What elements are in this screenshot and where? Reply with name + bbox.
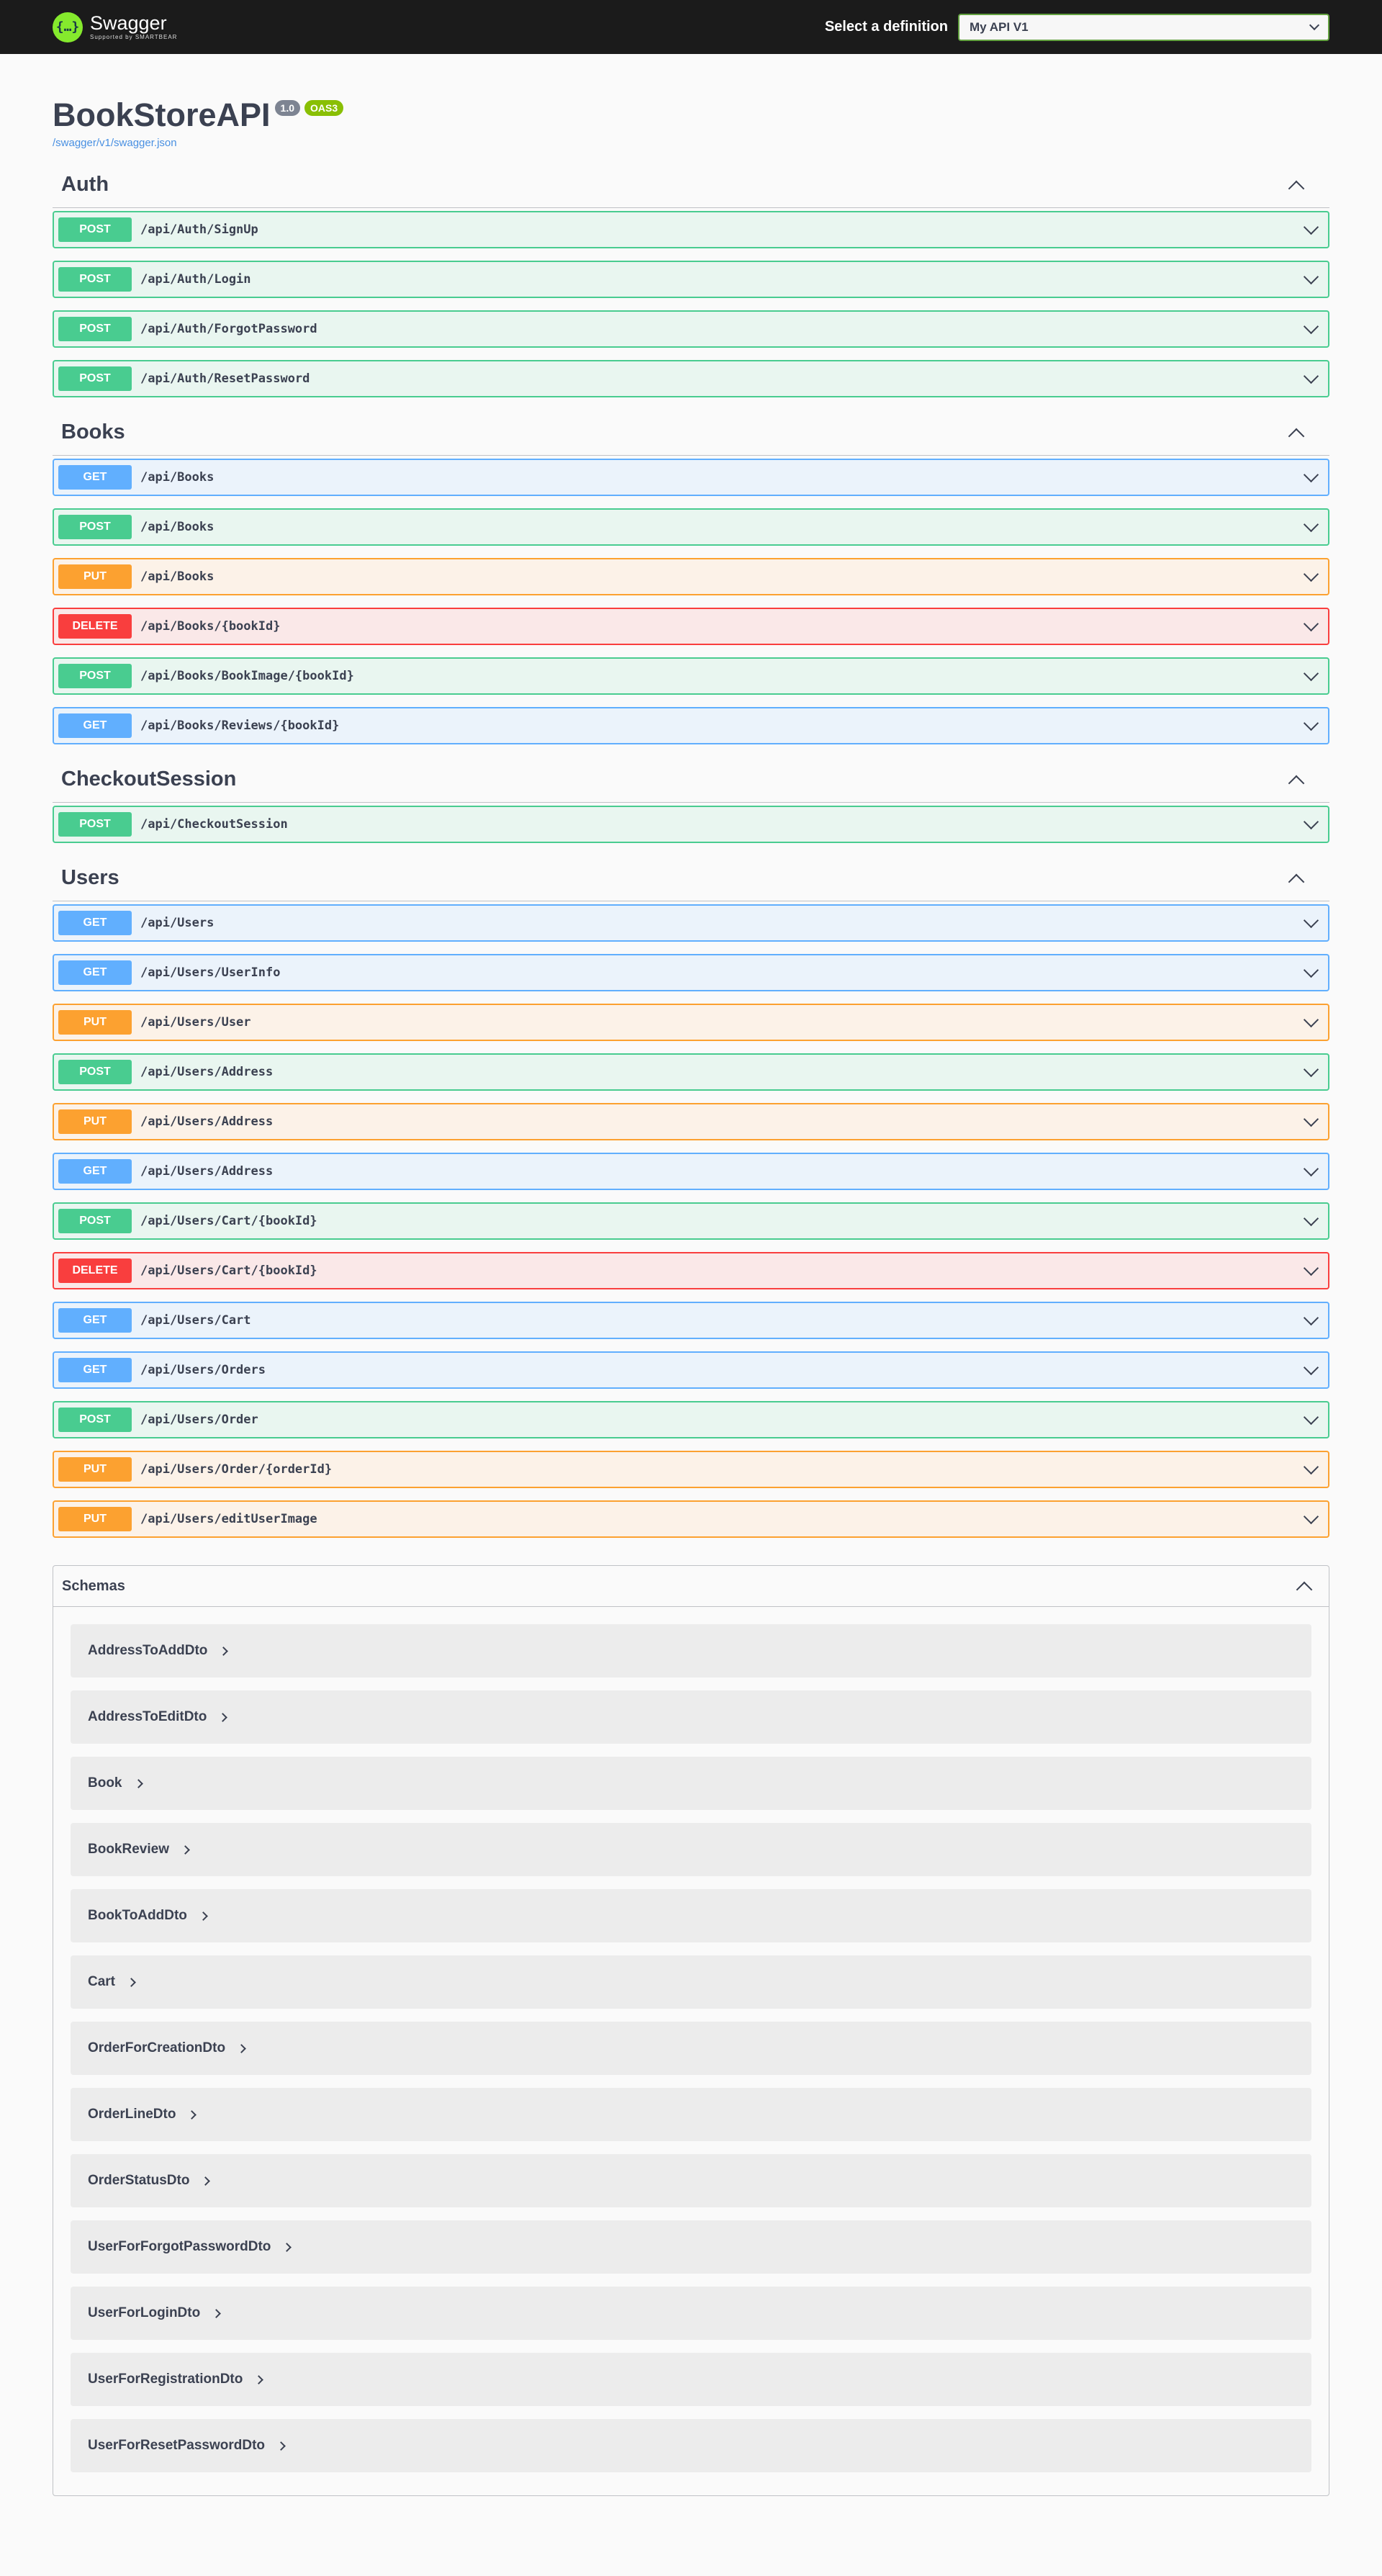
method-badge: GET xyxy=(58,713,132,738)
operation-path: /api/Users/User xyxy=(140,1015,251,1030)
schema-model-name: UserForForgotPasswordDto xyxy=(88,2239,271,2254)
chevron-down-icon[interactable] xyxy=(1304,1111,1319,1126)
method-badge: PUT xyxy=(58,1109,132,1134)
chevron-right-icon xyxy=(212,2309,221,2318)
operation-path: /api/Auth/Login xyxy=(140,272,251,287)
schema-model-name: AddressToAddDto xyxy=(88,1643,208,1658)
operation-row[interactable] xyxy=(53,1004,1329,1041)
definition-select-value: My API V1 xyxy=(970,19,1029,34)
operation-path: /api/Users/Address xyxy=(140,1065,274,1079)
method-badge: GET xyxy=(58,911,132,935)
chevron-down-icon[interactable] xyxy=(1304,368,1319,383)
schema-model-name: OrderLineDto xyxy=(88,2107,176,2122)
definition-label: Select a definition xyxy=(824,19,948,35)
method-badge: GET xyxy=(58,1358,132,1382)
operation-path: /api/Users xyxy=(140,916,214,930)
chevron-down-icon xyxy=(1309,20,1319,30)
schema-model-name: Book xyxy=(88,1775,122,1791)
operation-path: /api/Users/Address xyxy=(140,1164,274,1179)
schema-model-name: Cart xyxy=(88,1974,116,1989)
method-badge: POST xyxy=(58,1209,132,1233)
chevron-down-icon[interactable] xyxy=(1304,1061,1319,1076)
method-badge: POST xyxy=(58,317,132,341)
tag-sections xyxy=(53,162,1329,1538)
operation-path: /api/Users/Cart/{bookId} xyxy=(140,1214,317,1228)
operation-row[interactable] xyxy=(53,1153,1329,1190)
main-content xyxy=(0,54,1382,2496)
chevron-down-icon[interactable] xyxy=(1304,1210,1319,1225)
operation-row[interactable] xyxy=(53,1202,1329,1240)
operation-row[interactable] xyxy=(53,558,1329,595)
oas-badge: OAS3 xyxy=(304,100,343,116)
definition-select[interactable] xyxy=(958,14,1329,41)
schema-model[interactable] xyxy=(71,2088,1311,2141)
tag-header-books[interactable] xyxy=(53,410,1329,456)
definition-selector xyxy=(825,14,1329,41)
schemas-section xyxy=(53,1565,1329,2496)
schema-model-name: UserForLoginDto xyxy=(88,2305,201,2320)
tag-name: CheckoutSession xyxy=(61,767,237,791)
chevron-up-icon xyxy=(1288,775,1305,791)
schema-model[interactable] xyxy=(71,2022,1311,2075)
operation-path: /api/Users/Address xyxy=(140,1114,274,1129)
method-badge: POST xyxy=(58,1408,132,1432)
tag-header-checkoutsession[interactable] xyxy=(53,757,1329,803)
schemas-list xyxy=(53,1607,1329,2495)
chevron-right-icon xyxy=(199,1911,208,1921)
swagger-logo-icon: {…} xyxy=(53,12,83,42)
operation-path: /api/Books xyxy=(140,470,214,485)
chevron-up-icon xyxy=(1288,180,1305,197)
tag-header-auth[interactable] xyxy=(53,162,1329,208)
chevron-down-icon[interactable] xyxy=(1304,912,1319,927)
schema-model-name: OrderForCreationDto xyxy=(88,2040,226,2055)
schema-model[interactable] xyxy=(71,1823,1311,1876)
operation-row[interactable] xyxy=(53,608,1329,645)
schema-model[interactable] xyxy=(71,1757,1311,1810)
brand-name: Swagger xyxy=(90,12,167,34)
chevron-down-icon[interactable] xyxy=(1304,467,1319,482)
schema-model[interactable] xyxy=(71,2220,1311,2274)
tag-section-checkoutsession xyxy=(53,757,1329,843)
operation-row[interactable] xyxy=(53,806,1329,843)
method-badge: PUT xyxy=(58,1507,132,1531)
schema-model-name: BookReview xyxy=(88,1842,169,1857)
chevron-right-icon xyxy=(188,2110,197,2120)
chevron-right-icon xyxy=(202,2176,211,2186)
chevron-down-icon[interactable] xyxy=(1304,962,1319,977)
chevron-down-icon[interactable] xyxy=(1304,566,1319,581)
operation-row[interactable] xyxy=(53,360,1329,397)
operation-row[interactable] xyxy=(53,707,1329,744)
schemas-header[interactable] xyxy=(53,1566,1329,1607)
operation-row[interactable] xyxy=(53,459,1329,496)
operation-row[interactable] xyxy=(53,1351,1329,1389)
operation-path: /api/Books/Reviews/{bookId} xyxy=(140,719,340,733)
schema-model[interactable] xyxy=(71,1955,1311,2009)
chevron-right-icon xyxy=(219,1713,228,1722)
chevron-right-icon xyxy=(181,1845,190,1855)
operation-path: /api/Users/Cart xyxy=(140,1313,251,1328)
method-badge: GET xyxy=(58,1308,132,1333)
chevron-down-icon[interactable] xyxy=(1304,219,1319,234)
chevron-down-icon[interactable] xyxy=(1304,1012,1319,1027)
schema-model[interactable] xyxy=(71,1624,1311,1677)
tag-section-auth xyxy=(53,162,1329,397)
chevron-down-icon[interactable] xyxy=(1304,269,1319,284)
operation-path: /api/Books xyxy=(140,569,214,584)
tag-section-books xyxy=(53,410,1329,744)
schema-model-name: UserForResetPasswordDto xyxy=(88,2438,266,2453)
operation-row[interactable] xyxy=(53,508,1329,546)
chevron-down-icon[interactable] xyxy=(1304,1161,1319,1176)
method-badge: POST xyxy=(58,366,132,391)
brand-text xyxy=(90,14,177,40)
schema-model-name: UserForRegistrationDto xyxy=(88,2372,243,2387)
chevron-down-icon[interactable] xyxy=(1304,715,1319,730)
tag-name: Books xyxy=(61,420,125,443)
method-badge: PUT xyxy=(58,1010,132,1035)
operation-row[interactable] xyxy=(53,1053,1329,1091)
operation-row[interactable] xyxy=(53,954,1329,991)
operation-row[interactable] xyxy=(53,1500,1329,1538)
chevron-right-icon xyxy=(220,1647,229,1656)
chevron-up-icon xyxy=(1288,873,1305,890)
schema-model[interactable] xyxy=(71,2353,1311,2406)
operation-path: /api/Books/BookImage/{bookId} xyxy=(140,669,354,683)
chevron-down-icon[interactable] xyxy=(1304,318,1319,333)
api-info xyxy=(53,54,1329,162)
method-badge: GET xyxy=(58,1159,132,1184)
operation-row[interactable] xyxy=(53,1103,1329,1140)
operation-path: /api/Auth/SignUp xyxy=(140,222,258,237)
operation-path: /api/Users/Orders xyxy=(140,1363,266,1377)
operation-path: /api/Books xyxy=(140,520,214,534)
chevron-down-icon[interactable] xyxy=(1304,1260,1319,1275)
schema-model-name: BookToAddDto xyxy=(88,1908,187,1923)
method-badge: POST xyxy=(58,664,132,688)
method-badge: POST xyxy=(58,217,132,242)
swagger-brand[interactable] xyxy=(53,12,177,42)
chevron-down-icon[interactable] xyxy=(1304,1508,1319,1523)
chevron-right-icon xyxy=(127,1978,136,1987)
schema-model-name: OrderStatusDto xyxy=(88,2173,190,2188)
method-badge: DELETE xyxy=(58,614,132,639)
chevron-down-icon[interactable] xyxy=(1304,1359,1319,1374)
operation-row[interactable] xyxy=(53,1302,1329,1339)
operation-row[interactable] xyxy=(53,1401,1329,1438)
chevron-up-icon xyxy=(1288,428,1305,444)
operation-path: /api/Auth/ForgotPassword xyxy=(140,322,317,336)
page-title: BookStoreAPI xyxy=(53,96,271,133)
chevron-right-icon xyxy=(283,2243,292,2252)
chevron-right-icon xyxy=(134,1779,143,1788)
method-badge: GET xyxy=(58,960,132,985)
method-badge: GET xyxy=(58,465,132,490)
title-row xyxy=(53,96,1329,133)
operation-path: /api/CheckoutSession xyxy=(140,817,288,832)
operation-path: /api/Users/editUserImage xyxy=(140,1512,317,1526)
operation-row[interactable] xyxy=(53,310,1329,348)
chevron-down-icon[interactable] xyxy=(1304,1409,1319,1424)
brand-sub: Supported by SMARTBEAR xyxy=(90,34,178,40)
version-badge: 1.0 xyxy=(275,100,300,116)
chevron-down-icon[interactable] xyxy=(1304,1459,1319,1474)
chevron-down-icon[interactable] xyxy=(1304,1310,1319,1325)
operation-path: /api/Auth/ResetPassword xyxy=(140,371,310,386)
operation-row[interactable] xyxy=(53,1252,1329,1289)
schema-model[interactable] xyxy=(71,2419,1311,2472)
method-badge: DELETE xyxy=(58,1258,132,1283)
chevron-right-icon xyxy=(276,2441,286,2451)
operation-path: /api/Users/Cart/{bookId} xyxy=(140,1264,317,1278)
method-badge: PUT xyxy=(58,1457,132,1482)
operation-row[interactable] xyxy=(53,211,1329,248)
operation-row[interactable] xyxy=(53,657,1329,695)
schema-model[interactable] xyxy=(71,2154,1311,2207)
operation-path: /api/Users/UserInfo xyxy=(140,965,281,980)
chevron-up-icon xyxy=(1296,1582,1313,1598)
topbar xyxy=(0,0,1382,54)
schemas-title: Schemas xyxy=(62,1577,125,1594)
chevron-down-icon[interactable] xyxy=(1304,516,1319,531)
chevron-down-icon[interactable] xyxy=(1304,616,1319,631)
chevron-right-icon xyxy=(237,2044,246,2053)
schema-model-name: AddressToEditDto xyxy=(88,1709,207,1724)
method-badge: POST xyxy=(58,267,132,292)
schema-model[interactable] xyxy=(71,2287,1311,2340)
chevron-right-icon xyxy=(254,2375,263,2384)
method-badge: PUT xyxy=(58,564,132,589)
tag-name: Users xyxy=(61,866,119,889)
operation-path: /api/Users/Order/{orderId} xyxy=(140,1462,333,1477)
operation-row[interactable] xyxy=(53,261,1329,298)
tag-section-users xyxy=(53,855,1329,1538)
method-badge: POST xyxy=(58,515,132,539)
operation-row[interactable] xyxy=(53,1451,1329,1488)
chevron-down-icon[interactable] xyxy=(1304,814,1319,829)
tag-header-users[interactable] xyxy=(53,855,1329,901)
spec-link[interactable]: /swagger/v1/swagger.json xyxy=(53,137,177,149)
tag-name: Auth xyxy=(61,173,109,196)
schema-model[interactable] xyxy=(71,1690,1311,1744)
operation-path: /api/Users/Order xyxy=(140,1413,258,1427)
method-badge: POST xyxy=(58,812,132,837)
schema-model[interactable] xyxy=(71,1889,1311,1942)
method-badge: POST xyxy=(58,1060,132,1084)
chevron-down-icon[interactable] xyxy=(1304,665,1319,680)
operation-path: /api/Books/{bookId} xyxy=(140,619,281,634)
operation-row[interactable] xyxy=(53,904,1329,942)
